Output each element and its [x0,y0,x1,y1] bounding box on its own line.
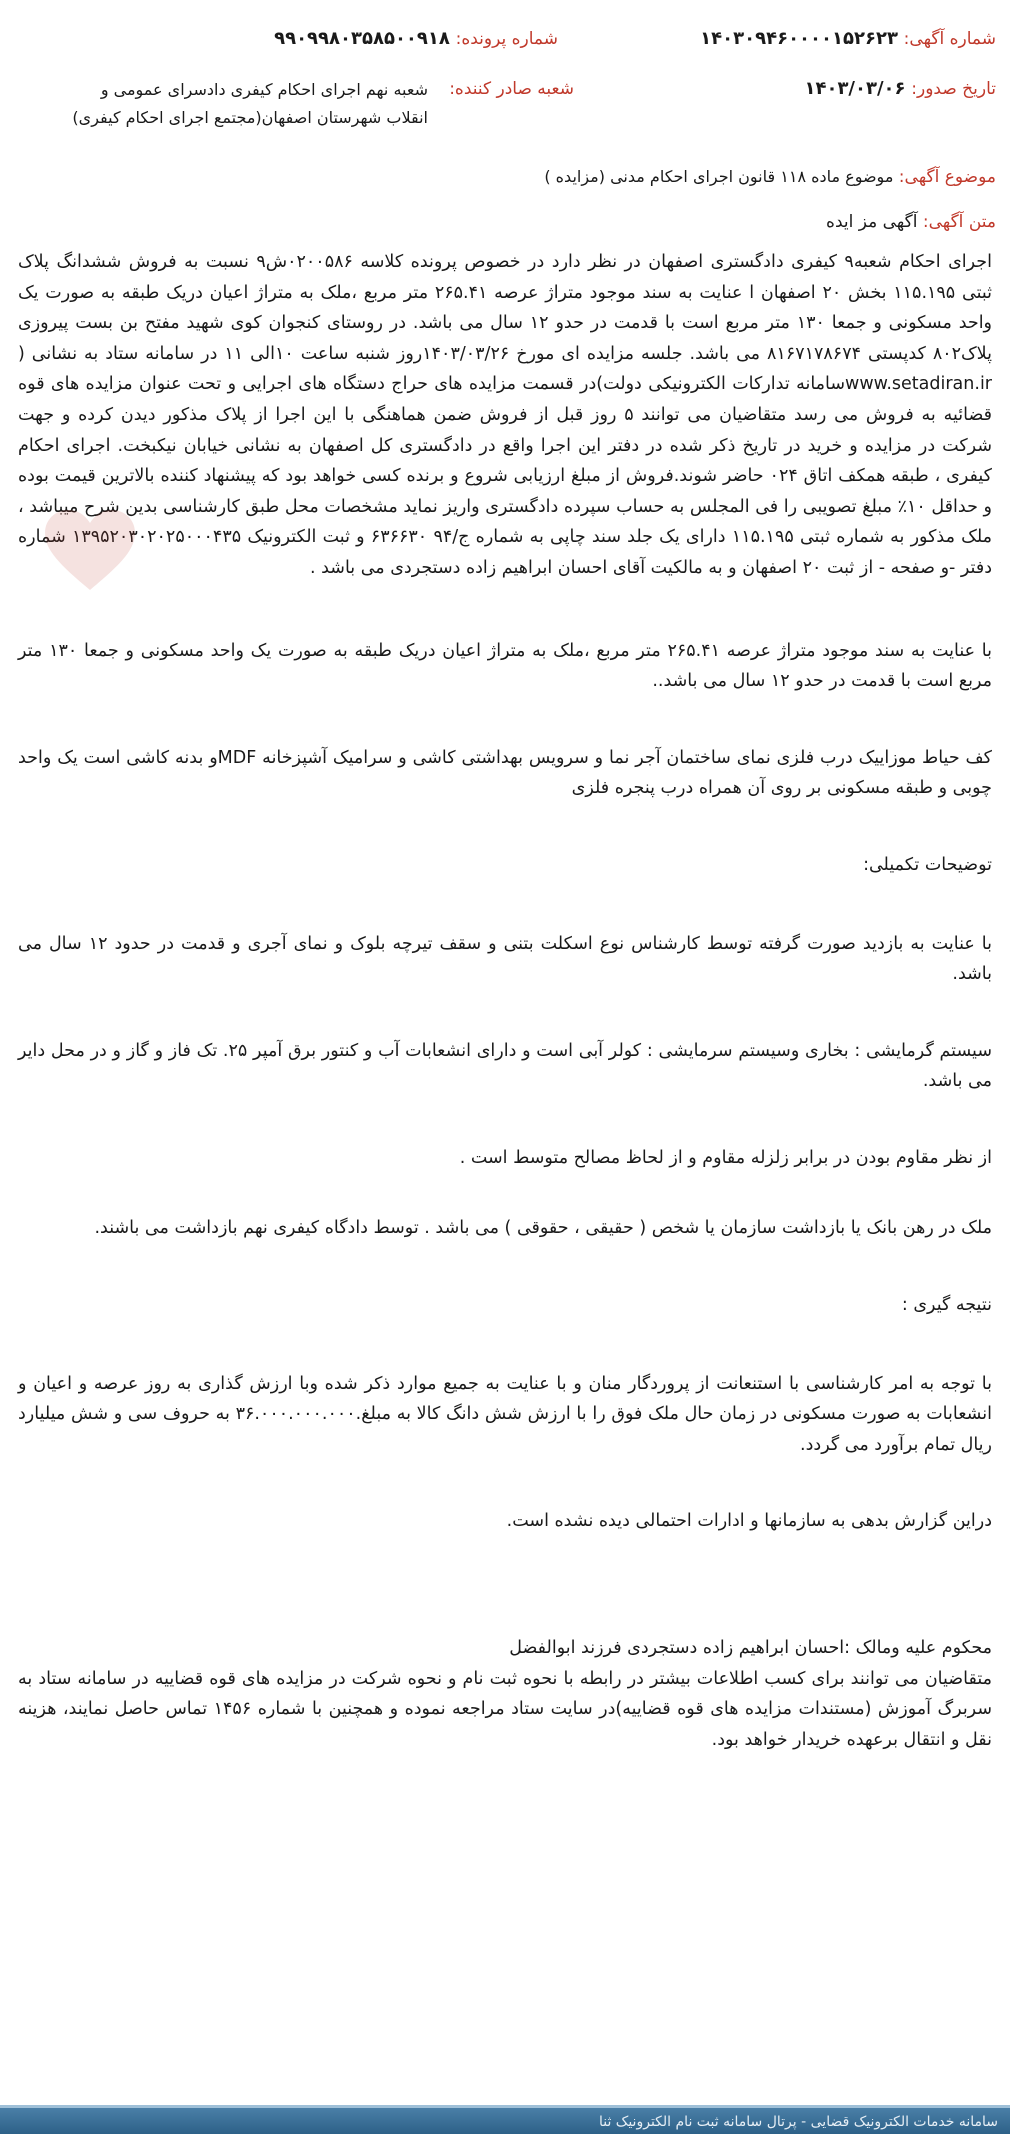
subject-text: موضوع ماده ۱۱۸ قانون اجرای احکام مدنی (مزایده ) [544,167,894,186]
footer-text: سامانه خدمات الکترونیک قضایی - پرتال سامانه ثبت نام الکترونیک ثنا [598,2114,998,2130]
paragraph-main: اجرای احکام شعبه۹ کیفری دادگستری اصفهان در نظر دارد در خصوص پرونده کلاسه ۰۲۰۰۵۸۶ش۹ نسبت به فروش ششدانگ پلاک ثبتی ۱۱۵.۱۹۵ بخش ۲۰ اصفهان ا عنایت به سند موجود متراژ عرصه ۲۶۵.۴۱ متر مربع ،ملک به متراژ اعیان دریک طبقه به صورت یک واحد مسکونی و جمعا ۱۳۰ متر مربع است با قدمت در حدو ۱۲ سال می باشد. در روستای کنجوان کوی شهید مفتح بن بست پیروزی پلاک۸۰۲ کدپستی ۸۱۶۷۱۷۸۶۷۴ می باشد. جلسه مزایده ای مورخ ۱۴۰۳/۰۳/۲۶روز شنبه ساعت ۱۰الی ۱۱ در سامانه ستاد به نشانی ( www.setadiran.irسامانه تدارکات الکترونیکی دولت)در قسمت مزایده های حراج دستگاه های اجرایی و تحت عنوان مزایده های قوه قضائیه به فروش می رسد متقاضیان می توانند ۵ روز قبل از فروش ضمن هماهنگی با این اجرا از پلاک مذکور دیدن کرده و جهت شرکت در مزایده و خرید در تاریخ ذکر شده در دفتر این اجرا واقع در دادگستری کل اصفهان به نشانی خیابان نیکبخت. اجرای احکام کیفری ، طبقه همکف اتاق ۰۲۴ حاضر شوند.فروش از مبلغ ارزیابی شروع و برنده کسی خواهد بود که پیشنهاد کننده بالاترین قیمت بوده و حداقل ۱۰٪ مبلغ تصویبی را فی المجلس به حساب سپرده دادگستری واریز نماید مشخصات محل طبق کارشناسی بدین شرح میباشد ، ملک مذکور به شماره ثبتی ۱۱۵.۱۹۵ دارای یک جلد سند چاپی به شماره ج/۹۴ ۶۳۶۶۳۰ و ثبت الکترونیک ۱۳۹۵۲۰۳۰۲۰۲۵۰۰۰۴۳۵ شماره دفتر -و صفحه - از ثبت ۲۰ اصفهان و به مالکیت آقای احسان ابراهیم زاده دستجردی می باشد . [18,252,993,578]
paragraph-earthquake: از نظر مقاوم بودن در برابر زلزله مقاوم و از لحاظ مصالح متوسط است . [459,1147,992,1168]
paragraph-instructions: متقاضیان می توانند برای کسب اطلاعات بیشتر در رابطه با نحوه ثبت نام و نحوه شرکت در مزایده های قوه قضاییه در سامانه ستاد به سربرگ آموزش (مستندات مزایده های قوه قضاییه)در سایت ستاد مراجعه نموده و همچنین با شماره ۱۴۵۶ تماس حاصل نمایند، هزینه نقل و انتقال برعهده خریدار خواهد بود. [18,1668,993,1750]
heading-details: توضیحات تکمیلی: [863,854,992,875]
notice-body [18,247,992,1755]
case-number: ۹۹۰۹۹۸۰۳۵۸۵۰۰۹۱۸ [274,28,450,49]
text-title: آگهی مز ایده [826,212,918,232]
paragraph-structure: با عنایت به بازدید صورت گرفته توسط کارشناس نوع اسکلت بتنی و سقف تیرچه بلوک و نمای آجری و قدمت در حدود ۱۲ سال می باشد. [18,933,992,985]
paragraph-finishes: کف حیاط موزاییک درب فلزی نمای ساختمان آجر نما و سرویس بهداشتی کاشی و سرامیک آشپزخانه MDFو بدنه کاشی است یک واحد چوبی و طبقه مسکونی بر روی آن همراه درب پنجره فلزی [18,747,992,799]
issue-date-label: تاریخ صدور: [911,79,996,99]
text-label-row [826,209,996,235]
notice-number-label: شماره آگهی: [903,29,996,49]
subject-row [544,164,996,190]
issuer-label: شعبه صادر کننده: [449,79,574,99]
notice-number: ۱۴۰۳۰۹۴۶۰۰۰۰۱۵۲۶۲۳ [700,28,898,49]
paragraph-debts: دراین گزارش بدهی به سازمانها و ادارات احتمالی دیده نشده است. [506,1511,992,1532]
heading-conclusion: نتیجه گیری : [901,1295,992,1316]
paragraph-seizure: ملک در رهن بانک یا بازداشت سازمان یا شخص ( حقیقی ، حقوقی ) می باشد . توسط دادگاه کیفری نهم بازداشت می باشند. [94,1218,992,1239]
paragraph-utilities: سیستم گرمایشی : بخاری وسیستم سرمایشی : کولر آبی است و دارای انشعابات آب و کنتور برق آمپر ۲۵. تک فاز و گاز و در محل دایر می باشد. [18,1040,992,1092]
text-label: متن آگهی: [922,212,996,232]
watermark-logo [40,505,140,595]
issuer: شعبه نهم اجرای احکام کیفری دادسرای عمومی و انقلاب شهرستان اصفهان(مجتمع اجرای احکام کیفری) [72,80,428,127]
subject-label: موضوع آگهی: [898,167,996,187]
case-number-label: شماره پرونده: [455,29,558,49]
case-number-row [274,26,558,52]
paragraph-valuation: با توجه به امر کارشناسی با استنعانت از پروردگار منان و با عنایت به جمیع موارد ذکر شده وبا ارزش گذاری به روز عرصه و اعیان و انشعابات به صورت مسکونی در زمان حال ملک فوق را با ارزش شش دانگ کالا به مبلغ.۳۶.۰۰۰.۰۰۰.۰۰۰ به حروف سی و شش میلیارد ریال تمام برآورد می گردد. [18,1373,992,1455]
site-footer [0,2105,1010,2134]
issue-date: ۱۴۰۳/۰۳/۰۶ [804,78,906,99]
notice-number-row [700,26,996,52]
issue-date-row [804,76,996,102]
paragraph-owner: محکوم علیه ومالک :احسان ابراهیم زاده دستجردی فرزند ابوالفضل [509,1638,992,1659]
issuer-label-wrap [449,76,574,102]
paragraph-deed: با عنایت به سند موجود متراژ عرصه ۲۶۵.۴۱ متر مربع ،ملک به متراژ اعیان دریک طبقه به صورت یک واحد مسکونی و جمعا ۱۳۰ متر مربع است با قدمت در حدو ۱۲ سال می باشد.. [18,640,993,692]
